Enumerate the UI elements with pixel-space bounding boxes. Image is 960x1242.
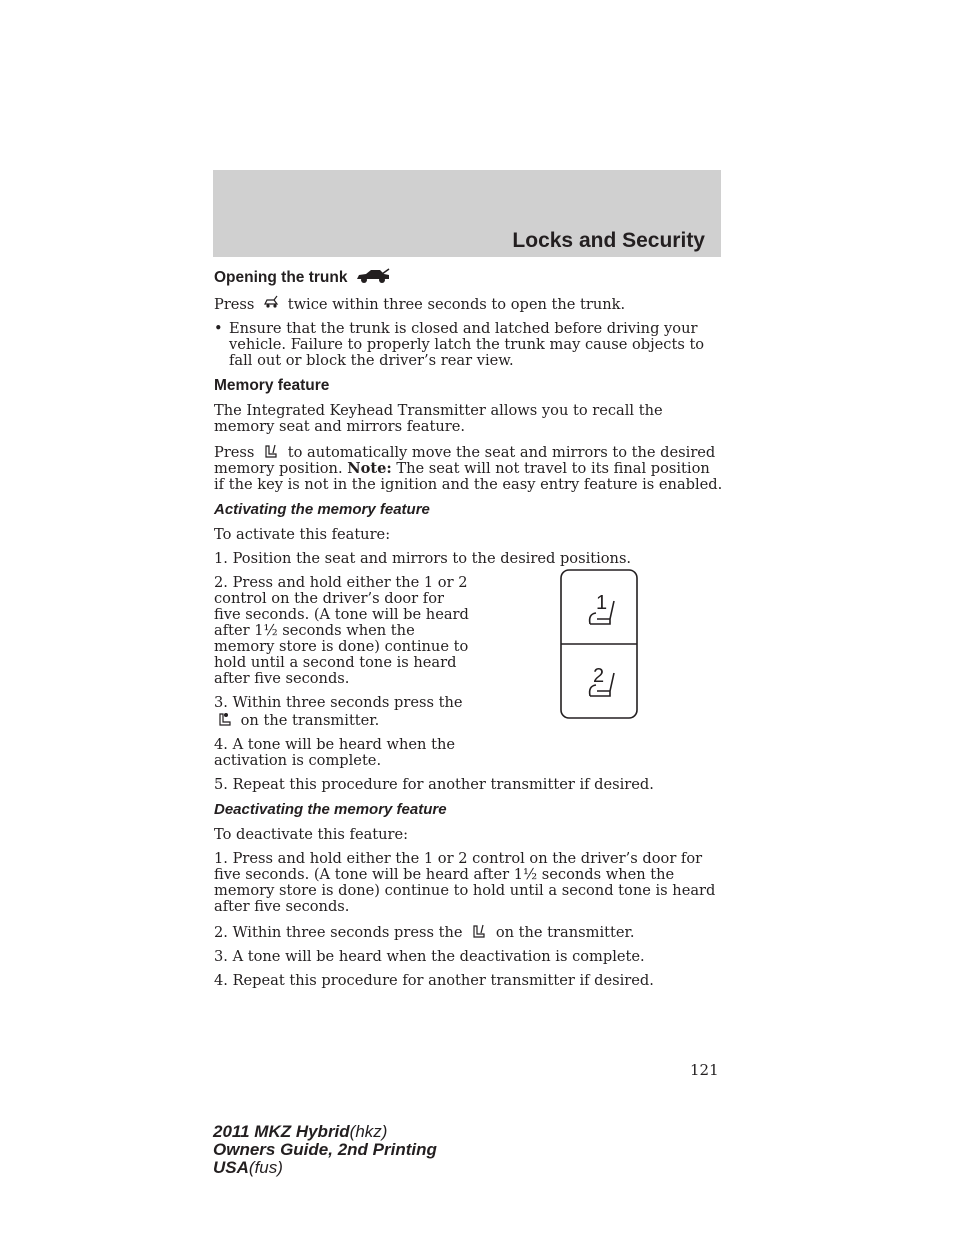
trunk-heading-text: Opening the trunk <box>214 269 348 286</box>
activate-step-2: 2. Press and hold either the 1 or 2 control on the driver’s door for five seconds. (A tone will be heard after 1½ seconds when the memory store is done) continue to hold until a second tone is heard after five seconds. <box>214 574 469 687</box>
trunk-instruction <box>214 295 724 313</box>
seat-button-1-label: 1 <box>596 592 608 614</box>
activate-step-3-post: on the transmitter. <box>240 712 380 729</box>
deactivate-heading: Deactivating the memory feature <box>214 801 447 818</box>
section-title: Locks and Security <box>512 229 705 252</box>
memory-heading: Memory feature <box>214 377 330 394</box>
activate-step-1: 1. Position the seat and mirrors to the desired positions. <box>214 550 632 567</box>
memory-intro: The Integrated Keyhead Transmitter allows you to recall the memory seat and mirrors feature. <box>214 402 663 435</box>
trunk-release-icon <box>263 295 279 311</box>
deactivate-step-2-pre: 2. Within three seconds press the <box>214 924 463 941</box>
deactivate-step-1: 1. Press and hold either the 1 or 2 control on the driver’s door for five seconds. (A tone will be heard after 1½ seconds when the memory store is done) continue to hold until a second tone is heard after five seconds. <box>214 850 716 915</box>
footer-model-code: (hkz) <box>349 1122 388 1141</box>
deactivate-step-3: 3. A tone will be heard when the deactivation is complete. <box>214 948 645 965</box>
trunk-bullet-text: Ensure that the trunk is closed and latched before driving your vehicle. Failure to properly latch the trunk may cause objects to fall out or block the driver’s rear view. <box>229 320 705 369</box>
trunk-bullet <box>214 321 724 369</box>
activate-intro: To activate this feature: <box>214 526 391 543</box>
document-footer <box>213 1123 437 1177</box>
memory-seat-icon <box>218 711 232 727</box>
deactivate-step-2 <box>214 923 724 941</box>
activate-step-4: 4. A tone will be heard when the activation is complete. <box>214 736 455 769</box>
footer-line-3 <box>213 1159 437 1177</box>
trunk-heading <box>214 268 724 287</box>
activate-heading: Activating the memory feature <box>214 501 430 518</box>
memory-seat-icon <box>263 443 279 459</box>
activate-step-3 <box>214 695 474 729</box>
trunk-instruction-text: twice within three seconds to open the trunk. <box>287 296 626 313</box>
footer-line-1 <box>213 1123 437 1141</box>
section-header <box>213 170 721 257</box>
footer-model: 2011 MKZ Hybrid <box>213 1122 350 1141</box>
footer-market-code: (fus) <box>248 1158 283 1177</box>
memory-seat-control-panel <box>560 569 638 719</box>
page-number: 121 <box>690 1061 719 1079</box>
deactivate-step-2-post: on the transmitter. <box>495 924 635 941</box>
memory-seat-icon <box>471 923 487 939</box>
bullet-dot: • <box>214 320 223 337</box>
activate-left-column <box>214 575 474 769</box>
memory-press-detail: to automatically move the seat and mirrors to the desired memory position. <box>214 444 716 477</box>
trunk-press-text: Press <box>214 296 255 313</box>
activate-steps-with-panel <box>214 575 724 769</box>
footer-line-2 <box>213 1141 437 1159</box>
activate-step-3-pre: 3. Within three seconds press the <box>214 694 463 711</box>
activate-step-5: 5. Repeat this procedure for another transmitter if desired. <box>214 776 654 793</box>
car-trunk-icon <box>356 268 390 284</box>
page-content <box>214 268 724 997</box>
note-text: The seat will not travel to its final position if the key is not in the ignition and the easy entry feature is enabled. <box>214 460 723 493</box>
note-label: Note: <box>347 460 392 477</box>
memory-press-text: Press <box>214 444 255 461</box>
deactivate-step-4: 4. Repeat this procedure for another transmitter if desired. <box>214 972 654 989</box>
footer-market: USA <box>213 1158 249 1177</box>
memory-press <box>214 443 724 493</box>
deactivate-intro: To deactivate this feature: <box>214 826 409 843</box>
seat-button-2-label: 2 <box>593 665 605 687</box>
footer-guide: Owners Guide, 2nd Printing <box>213 1140 437 1159</box>
